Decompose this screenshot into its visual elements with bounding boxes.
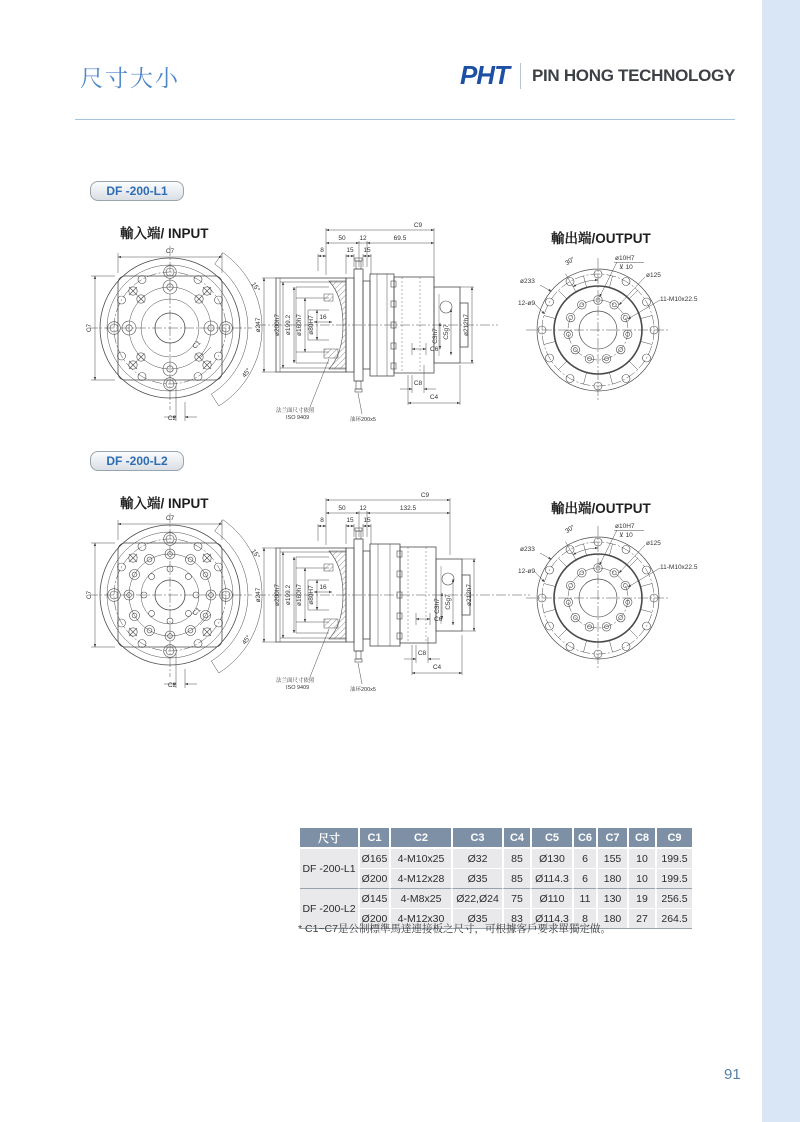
flange-note-line1: 法兰面尺寸依照 <box>276 408 315 414</box>
dim-c3: C3h7 <box>434 598 441 614</box>
table-cell: 83 <box>502 908 530 928</box>
brand-divider <box>520 63 521 89</box>
dim-c8: C8 <box>417 650 427 657</box>
dim-dia125: ø125 <box>646 272 661 279</box>
brand-header <box>460 60 735 91</box>
table-cell: 4-M12x30 <box>389 908 451 928</box>
dim-c7-top: C7 <box>165 248 175 255</box>
dim-dia247: ø247 <box>255 317 262 333</box>
header-c2: C2 <box>389 828 451 847</box>
dim-dowel: ø10H7 <box>615 255 635 262</box>
input-view-label-l2: 輸入端/ INPUT <box>120 496 209 511</box>
dim-c9: C9 <box>413 222 423 229</box>
output-view-label-l2: 輸出端/OUTPUT <box>551 501 651 516</box>
dim-dia212: ø212h7 <box>463 313 470 337</box>
input-view-drawing-l2 <box>58 507 273 697</box>
table-cell: 199.5 <box>655 868 692 888</box>
page-title: 尺寸大小 <box>80 65 180 91</box>
table-cell: 4-M12x28 <box>389 868 451 888</box>
table-cell: 11 <box>572 888 596 908</box>
table-cell: 4-M10x25 <box>389 847 451 868</box>
dim-angle30: 30° <box>564 255 577 268</box>
dim-dia212: ø212h7 <box>466 583 473 607</box>
dim-11bolts: 11-M10x22.5 <box>660 564 698 571</box>
page-edge-band <box>762 0 800 1122</box>
table-cell: 10 <box>627 868 655 888</box>
dim-12: 12 <box>359 505 367 512</box>
dim-11bolts: 11-M10x22.5 <box>660 296 698 303</box>
header-c3: C3 <box>451 828 502 847</box>
input-view-drawing-l1 <box>58 240 273 430</box>
dim-8: 8 <box>320 247 324 254</box>
header-c8: C8 <box>627 828 655 847</box>
header-rule <box>75 119 735 120</box>
table-cell: Ø165 <box>358 847 389 868</box>
dim-50: 50 <box>338 505 346 512</box>
dim-c1: C1 <box>191 606 203 618</box>
flange-note-line1: 法兰面尺寸依照 <box>276 678 315 684</box>
dim-c7-top: C7 <box>165 515 175 522</box>
table-cell: 264.5 <box>655 908 692 928</box>
flange-note-line2: ISO 9409 <box>286 415 310 421</box>
dim-50: 50 <box>338 235 346 242</box>
dim-dia199: ø199.2 <box>285 314 292 336</box>
dim-15a: 15 <box>346 247 354 254</box>
dim-angle-15: 15° <box>249 281 261 294</box>
dim-stage-length: 69.5 <box>393 235 407 242</box>
table-cell: Ø200 <box>358 868 389 888</box>
dim-c2: C2 <box>167 415 177 422</box>
table-cell: 256.5 <box>655 888 692 908</box>
header-size: 尺寸 <box>300 828 358 847</box>
dim-15b: 15 <box>363 517 371 524</box>
table-cell: Ø130 <box>530 847 572 868</box>
dim-12: 12 <box>359 235 367 242</box>
dim-c3: C3h7 <box>432 328 439 344</box>
model-badge-l1: DF -200-L1 <box>90 181 184 201</box>
section-view-drawing-l1 <box>250 215 510 430</box>
dim-c1: C1 <box>191 339 203 351</box>
dimension-table-wrap <box>300 828 692 929</box>
table-cell: 6 <box>572 868 596 888</box>
dim-dowel-depth: ⊻ 10 <box>619 264 633 271</box>
table-cell: Ø32 <box>451 847 502 868</box>
table-cell: Ø22,Ø24 <box>451 888 502 908</box>
dim-c8: C8 <box>413 380 423 387</box>
dim-dia199: ø199.2 <box>285 584 292 606</box>
section-view-drawing-l2 <box>250 485 550 700</box>
dim-c4: C4 <box>432 664 442 671</box>
dim-c7-left: C7 <box>86 323 93 333</box>
header-c9: C9 <box>655 828 692 847</box>
dim-stage-length: 132.5 <box>399 505 417 512</box>
flange-note-line2: ISO 9409 <box>286 685 310 691</box>
table-cell: 155 <box>596 847 627 868</box>
brand-name: PIN HONG TECHNOLOGY <box>531 65 735 85</box>
dim-dia233: ø233 <box>520 278 535 285</box>
table-row <box>300 868 692 888</box>
table-cell: 180 <box>596 868 627 888</box>
table-cell: 4-M8x25 <box>389 888 451 908</box>
table-cell: Ø114.3 <box>530 908 572 928</box>
table-cell: Ø110 <box>530 888 572 908</box>
table-cell: 19 <box>627 888 655 908</box>
dim-angle-15: 15° <box>249 548 261 561</box>
dimension-table <box>300 828 692 929</box>
dim-angle-45: 45° <box>241 634 253 647</box>
dim-dia80: ø80H7 <box>308 315 315 335</box>
table-cell: Ø200 <box>358 908 389 928</box>
dim-c7-left: C7 <box>86 590 93 600</box>
table-cell: Ø35 <box>451 908 502 928</box>
model-cell-l2: DF -200-L2 <box>300 888 358 928</box>
page-number: 91 <box>724 1066 741 1083</box>
table-cell: 180 <box>596 908 627 928</box>
table-cell: 85 <box>502 847 530 868</box>
output-view-label-l1: 輸出端/OUTPUT <box>551 231 651 246</box>
dim-dia160: ø160h7 <box>296 583 303 607</box>
dim-dowel: ø10H7 <box>615 523 635 530</box>
dim-dia247: ø247 <box>255 587 262 603</box>
pht-logo: PHT <box>459 60 509 90</box>
dim-dia233: ø233 <box>520 546 535 553</box>
dim-c4: C4 <box>429 394 439 401</box>
table-cell: Ø145 <box>358 888 389 908</box>
table-cell: 130 <box>596 888 627 908</box>
table-cell: 199.5 <box>655 847 692 868</box>
dim-c6: C6 <box>434 616 443 623</box>
model-badge-l2: DF -200-L2 <box>90 451 184 471</box>
dim-angle-45: 45° <box>241 367 253 380</box>
output-view-drawing-l1 <box>518 248 763 408</box>
dim-15a: 15 <box>346 517 354 524</box>
header-c5: C5 <box>530 828 572 847</box>
dim-16: 16 <box>319 314 327 321</box>
table-cell: 6 <box>572 847 596 868</box>
dim-dowel-depth: ⊻ 10 <box>619 532 633 539</box>
table-row <box>300 847 692 868</box>
dim-dia200: ø200h7 <box>274 313 281 337</box>
dim-dia80: ø80H7 <box>308 585 315 605</box>
table-cell: 8 <box>572 908 596 928</box>
header-c1: C1 <box>358 828 389 847</box>
header-c7: C7 <box>596 828 627 847</box>
dim-c6: C6 <box>430 346 439 353</box>
input-view-label-l1: 輸入端/ INPUT <box>120 226 209 241</box>
header-c6: C6 <box>572 828 596 847</box>
dim-angle30: 30° <box>564 523 577 536</box>
dim-c5: C5g7 <box>443 324 450 340</box>
dim-12holes: 12-ø9 <box>518 300 535 307</box>
dim-8: 8 <box>320 517 324 524</box>
dim-dia160: ø160h7 <box>296 313 303 337</box>
table-cell: 27 <box>627 908 655 928</box>
table-footnote: * C1~C7是公制標準馬達連接板之尺寸，可根據客戶要求單獨定做。 <box>298 923 611 935</box>
model-cell-l1: DF -200-L1 <box>300 847 358 888</box>
table-cell: Ø35 <box>451 868 502 888</box>
dim-dia200: ø200h7 <box>274 583 281 607</box>
dim-dia125: ø125 <box>646 540 661 547</box>
dim-c5: C5g7 <box>445 594 452 610</box>
table-cell: 10 <box>627 847 655 868</box>
output-view-drawing-l2 <box>518 516 763 676</box>
dim-c9: C9 <box>420 492 430 499</box>
oil-seal-note: 油环200x5 <box>350 417 376 423</box>
dim-16: 16 <box>319 584 327 591</box>
table-cell: 75 <box>502 888 530 908</box>
table-cell: 85 <box>502 868 530 888</box>
table-cell: Ø114.3 <box>530 868 572 888</box>
dim-c2: C2 <box>167 682 177 689</box>
oil-seal-note: 油环200x5 <box>350 687 376 693</box>
table-row <box>300 888 692 908</box>
dim-15b: 15 <box>363 247 371 254</box>
table-header-row <box>300 828 692 847</box>
dim-12holes: 12-ø9 <box>518 568 535 575</box>
header-c4: C4 <box>502 828 530 847</box>
